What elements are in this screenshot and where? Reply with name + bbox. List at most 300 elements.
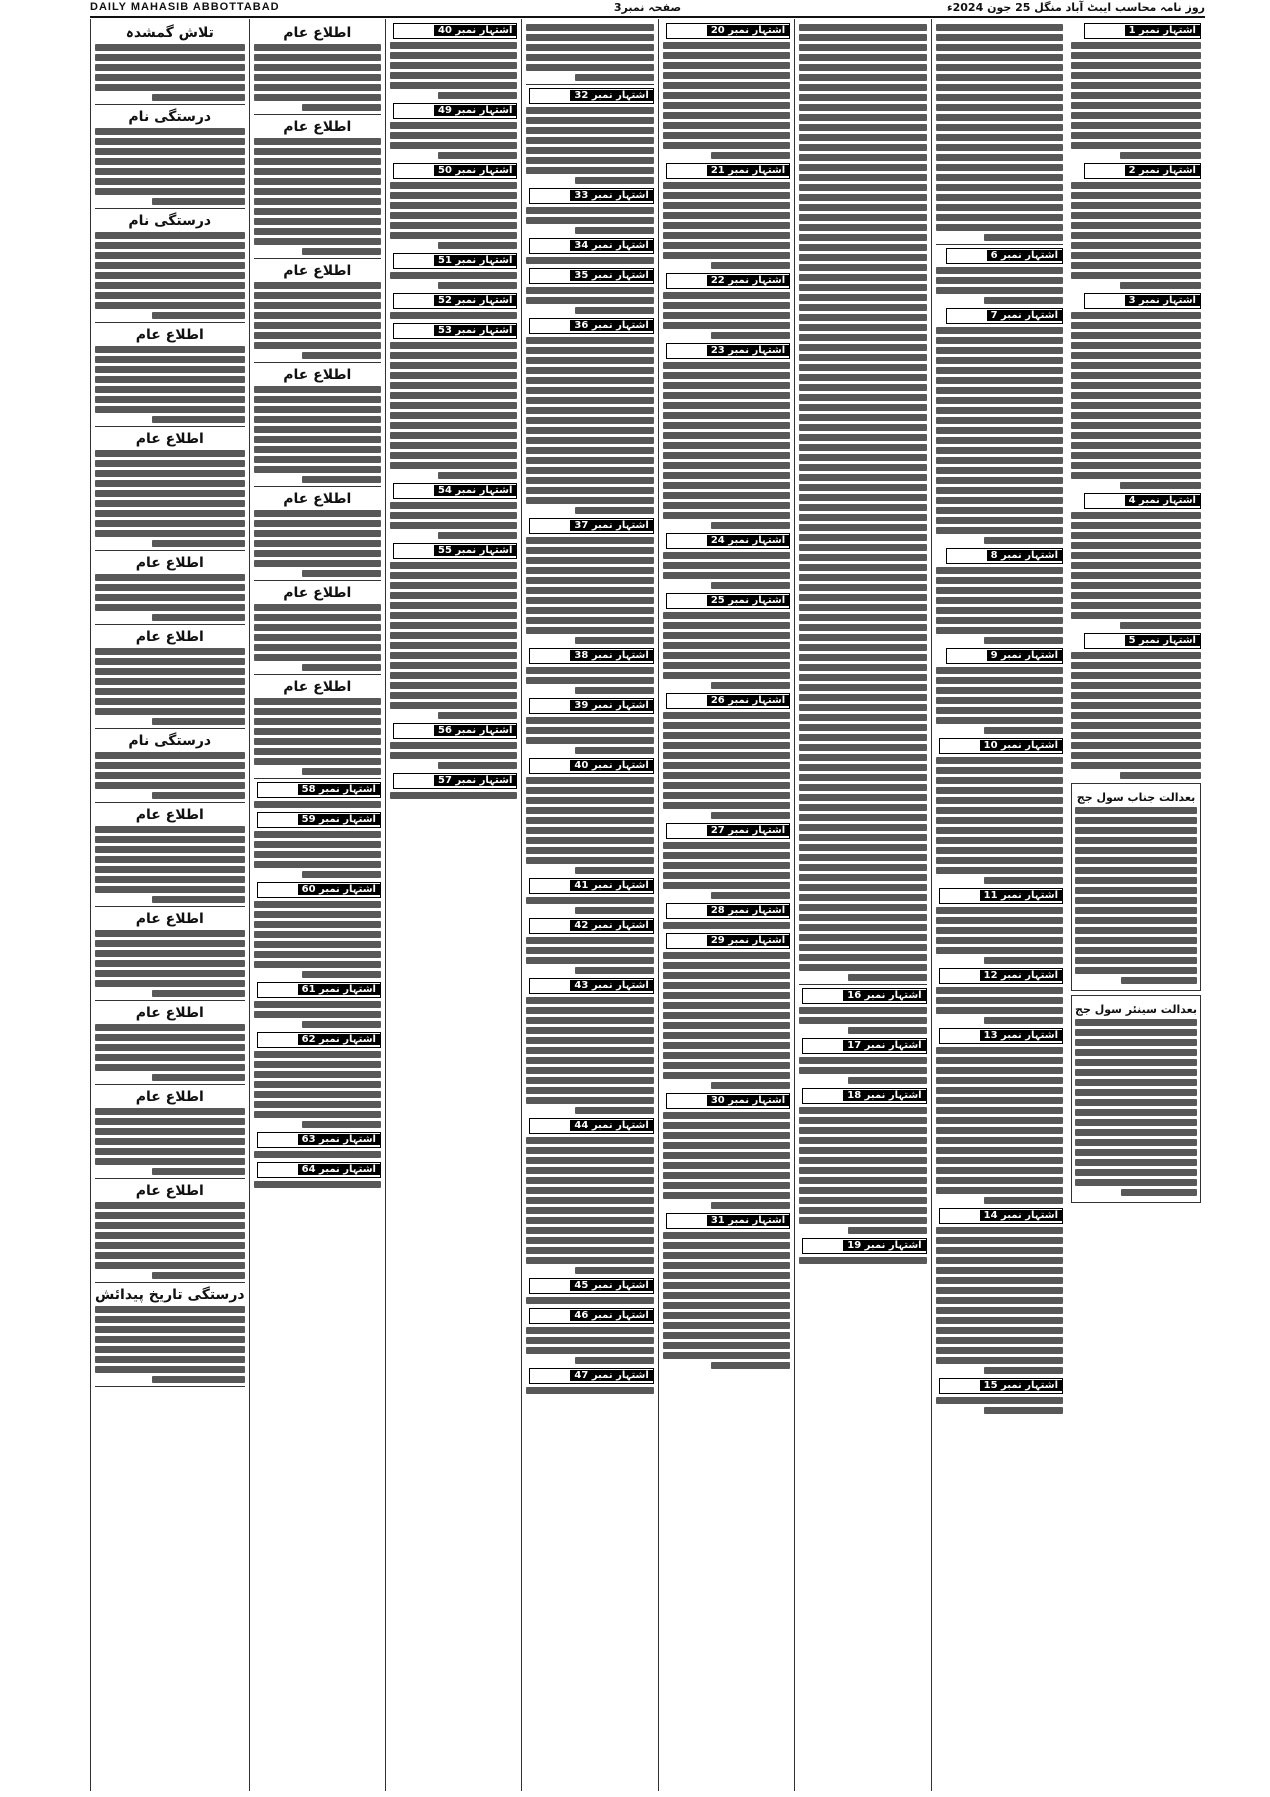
- ad-number: اشتہار نمبر 1: [1125, 25, 1200, 36]
- classified-ad: [526, 88, 653, 184]
- text-lines: [254, 386, 381, 483]
- classified-ad: [663, 343, 790, 529]
- ad-number-label: [666, 823, 790, 839]
- text-lines: [526, 207, 653, 234]
- ad-number-label: [257, 782, 381, 798]
- notice-heading: اطلاع عام: [283, 367, 352, 383]
- classified-ad: [526, 1368, 653, 1394]
- text-lines: [936, 1227, 1063, 1374]
- classified-ad: [254, 982, 381, 1028]
- text-lines: [526, 1387, 653, 1394]
- classified-ad: [390, 293, 517, 319]
- ad-number-label: [939, 738, 1063, 754]
- classified-ad: [663, 593, 790, 689]
- text-lines: [95, 346, 245, 423]
- notice-heading: اطلاع عام: [135, 327, 204, 343]
- column-5: [521, 19, 657, 1791]
- ad-number: اشتہار نمبر 43: [570, 980, 652, 991]
- classified-ad: [526, 698, 653, 754]
- classified-ad: [526, 518, 653, 644]
- divider: [95, 1282, 245, 1283]
- ad-number-label: [666, 23, 790, 39]
- text-lines: [254, 698, 381, 775]
- ad-number: اشتہار نمبر 19: [843, 1240, 925, 1251]
- ad-number-label: [393, 323, 517, 339]
- text-lines: [663, 922, 790, 929]
- ad-number-label: [666, 533, 790, 549]
- notice-heading: اطلاع عام: [135, 1089, 204, 1105]
- ad-number-label: [666, 1213, 790, 1229]
- text-lines: [663, 182, 790, 269]
- notice-heading: اطلاع عام: [135, 1183, 204, 1199]
- ad-number: اشتہار نمبر 49: [434, 105, 516, 116]
- ad-number: اشتہار نمبر 14: [980, 1210, 1062, 1221]
- text-lines: [390, 182, 517, 249]
- ad-number-label: [946, 308, 1063, 324]
- ad-number-label: [802, 988, 926, 1004]
- text-lines: [526, 24, 653, 81]
- ad-number-label: [257, 982, 381, 998]
- text-lines: [526, 257, 653, 264]
- text-lines: [390, 792, 517, 799]
- classified-ad: [526, 878, 653, 914]
- ad-number-label: [666, 903, 790, 919]
- text-lines: [254, 604, 381, 671]
- classified-ad: [663, 1093, 790, 1209]
- ad-number-label: [257, 1132, 381, 1148]
- classified-ad: [526, 188, 653, 234]
- ad-number-label: [393, 293, 517, 309]
- ad-number: اشتہار نمبر 20: [707, 25, 789, 36]
- classified-ad: [390, 163, 517, 249]
- masthead-date: روز نامہ محاسب ایبٹ آباد منگل 25 جون 2024ء: [947, 1, 1205, 14]
- ad-number: اشتہار نمبر 64: [298, 1164, 380, 1175]
- ad-number: اشتہار نمبر 22: [707, 275, 789, 286]
- text-lines: [390, 42, 517, 99]
- classified-ad: [526, 758, 653, 874]
- divider: [95, 1386, 245, 1387]
- text-lines: [254, 801, 381, 808]
- ad-number-label: [529, 1308, 653, 1324]
- classified-ad: [663, 273, 790, 339]
- divider: [95, 624, 245, 625]
- ad-number: اشتہار نمبر 5: [1125, 635, 1200, 646]
- notice-heading: اطلاع عام: [135, 629, 204, 645]
- classified-ad: [936, 248, 1063, 304]
- ad-number: اشتہار نمبر 8: [987, 550, 1062, 561]
- notice-heading: اطلاع عام: [135, 911, 204, 927]
- divider: [526, 84, 653, 85]
- ad-number: اشتہار نمبر 47: [570, 1370, 652, 1381]
- classified-ad: [254, 812, 381, 878]
- classified-ad: [799, 988, 926, 1034]
- text-lines: [799, 1007, 926, 1034]
- classified-ad: [799, 1088, 926, 1234]
- court-heading: بعدالت سینئر سول جج: [1075, 1003, 1197, 1016]
- text-lines: [390, 562, 517, 719]
- classified-ad: [936, 888, 1063, 964]
- ad-number-label: [393, 163, 517, 179]
- ad-number-label: [1084, 493, 1201, 509]
- column-7: [249, 19, 385, 1791]
- ad-number-label: [529, 918, 653, 934]
- ad-number-label: [1084, 23, 1201, 39]
- ad-number-label: [666, 273, 790, 289]
- classified-ad: [663, 933, 790, 1089]
- ad-number: اشتہار نمبر 18: [843, 1090, 925, 1101]
- text-lines: [663, 362, 790, 529]
- ad-number-label: [393, 543, 517, 559]
- divider: [95, 208, 245, 209]
- classified-ad: [390, 23, 517, 99]
- divider: [254, 580, 381, 581]
- classifieds-page: [90, 19, 1205, 1791]
- text-lines: [390, 342, 517, 479]
- classified-ad: [390, 103, 517, 159]
- divider: [95, 1178, 245, 1179]
- ad-number: اشتہار نمبر 31: [707, 1215, 789, 1226]
- column-2: [931, 19, 1067, 1791]
- ad-number: اشتہار نمبر 50: [434, 165, 516, 176]
- ad-number-label: [666, 163, 790, 179]
- notice-heading: درستگی نام: [128, 109, 212, 125]
- ad-number-label: [802, 1038, 926, 1054]
- ad-number-label: [393, 253, 517, 269]
- classified-ad: [526, 978, 653, 1114]
- text-lines: [936, 327, 1063, 544]
- ad-number: اشتہار نمبر 62: [298, 1034, 380, 1045]
- ad-number: اشتہار نمبر 26: [707, 695, 789, 706]
- ad-number: اشتہار نمبر 61: [298, 984, 380, 995]
- text-lines: [526, 997, 653, 1114]
- classified-ad: [390, 483, 517, 539]
- divider: [254, 486, 381, 487]
- ad-number: اشتہار نمبر 58: [298, 784, 380, 795]
- notice-heading: اطلاع عام: [283, 119, 352, 135]
- ad-number: اشتہار نمبر 25: [707, 595, 789, 606]
- divider: [95, 426, 245, 427]
- ad-number-label: [393, 103, 517, 119]
- classified-ad: [390, 253, 517, 289]
- classified-ad: [526, 1308, 653, 1364]
- ad-number-label: [939, 1378, 1063, 1394]
- ad-number-label: [529, 88, 653, 104]
- ad-number: اشتہار نمبر 7: [987, 310, 1062, 321]
- text-lines: [663, 612, 790, 689]
- ad-number: اشتہار نمبر 13: [980, 1030, 1062, 1041]
- classified-ad: [526, 1278, 653, 1304]
- ad-number-label: [393, 483, 517, 499]
- divider: [254, 362, 381, 363]
- ad-number: اشتہار نمبر 30: [707, 1095, 789, 1106]
- classified-ad: [254, 1132, 381, 1158]
- ad-number: اشتہار نمبر 4: [1125, 495, 1200, 506]
- text-lines: [95, 1024, 245, 1081]
- ad-number-label: [666, 693, 790, 709]
- text-lines: [663, 712, 790, 819]
- classified-ad: [526, 648, 653, 694]
- text-lines: [254, 901, 381, 978]
- ad-number-label: [1084, 163, 1201, 179]
- text-lines: [663, 292, 790, 339]
- ad-number-label: [257, 1032, 381, 1048]
- court-notice: [1071, 783, 1201, 991]
- classified-ad: [390, 773, 517, 799]
- classified-ad: [663, 1213, 790, 1369]
- text-lines: [390, 312, 517, 319]
- ad-number: اشتہار نمبر 11: [980, 890, 1062, 901]
- column-3: [794, 19, 930, 1791]
- ad-number-label: [939, 888, 1063, 904]
- ad-number: اشتہار نمبر 21: [707, 165, 789, 176]
- text-lines: [526, 107, 653, 184]
- divider: [95, 1084, 245, 1085]
- text-lines: [254, 282, 381, 359]
- text-lines: [936, 567, 1063, 644]
- text-lines: [1071, 312, 1201, 489]
- ad-number: اشتہار نمبر 27: [707, 825, 789, 836]
- text-lines: [799, 24, 926, 981]
- classified-ad: [663, 163, 790, 269]
- text-lines: [936, 757, 1063, 884]
- ad-number-label: [666, 593, 790, 609]
- ad-number: اشتہار نمبر 57: [434, 775, 516, 786]
- text-lines: [1071, 652, 1201, 779]
- ad-number-label: [529, 878, 653, 894]
- divider: [254, 778, 381, 779]
- divider: [799, 984, 926, 985]
- ad-number-label: [529, 758, 653, 774]
- text-lines: [936, 1047, 1063, 1204]
- text-lines: [390, 122, 517, 159]
- ad-number: اشتہار نمبر 38: [570, 650, 652, 661]
- classified-ad: [936, 1378, 1063, 1414]
- text-lines: [526, 287, 653, 314]
- classified-ad: [799, 1038, 926, 1084]
- text-lines: [390, 272, 517, 289]
- notice-heading: اطلاع عام: [135, 431, 204, 447]
- classified-ad: [390, 323, 517, 479]
- ad-number-label: [666, 1093, 790, 1109]
- text-lines: [936, 987, 1063, 1024]
- text-lines: [95, 450, 245, 547]
- classified-ad: [526, 1118, 653, 1274]
- text-lines: [526, 937, 653, 974]
- ad-number: اشتہار نمبر 10: [980, 740, 1062, 751]
- text-lines: [254, 138, 381, 255]
- divider: [254, 674, 381, 675]
- ad-number-label: [802, 1238, 926, 1254]
- text-lines: [526, 777, 653, 874]
- ad-number-label: [529, 238, 653, 254]
- text-lines: [95, 128, 245, 205]
- ad-number-label: [529, 698, 653, 714]
- text-lines: [936, 907, 1063, 964]
- classified-ad: [526, 238, 653, 264]
- classified-ad: [254, 1162, 381, 1188]
- ad-number-label: [529, 1118, 653, 1134]
- ad-number: اشتہار نمبر 34: [570, 240, 652, 251]
- ad-number: اشتہار نمبر 35: [570, 270, 652, 281]
- ad-number-label: [939, 1028, 1063, 1044]
- text-lines: [663, 842, 790, 899]
- ad-number-label: [529, 318, 653, 334]
- text-lines: [936, 667, 1063, 734]
- ad-number: اشتہار نمبر 56: [434, 725, 516, 736]
- text-lines: [663, 42, 790, 159]
- classified-ad: [936, 308, 1063, 544]
- notice-heading: اطلاع عام: [283, 25, 352, 41]
- text-lines: [526, 1297, 653, 1304]
- ad-number: اشتہار نمبر 29: [707, 935, 789, 946]
- classified-ad: [663, 823, 790, 899]
- ad-number: اشتہار نمبر 2: [1125, 165, 1200, 176]
- column-1: [1067, 19, 1205, 1791]
- text-lines: [95, 44, 245, 101]
- ad-number: اشتہار نمبر 3: [1125, 295, 1200, 306]
- classified-ad: [254, 882, 381, 978]
- divider: [95, 550, 245, 551]
- classified-ad: [663, 903, 790, 929]
- ad-number: اشتہار نمبر 16: [843, 990, 925, 1001]
- classified-ad: [1071, 163, 1201, 289]
- ad-number-label: [666, 933, 790, 949]
- text-lines: [254, 1001, 381, 1028]
- text-lines: [254, 44, 381, 111]
- ad-number: اشتہار نمبر 9: [987, 650, 1062, 661]
- ad-number: اشتہار نمبر 17: [843, 1040, 925, 1051]
- ad-number-label: [1084, 633, 1201, 649]
- notice-heading: درستگی تاریخ پیدائش: [94, 1287, 245, 1303]
- classified-ad: [799, 1238, 926, 1264]
- classified-ad: [936, 1208, 1063, 1374]
- text-lines: [663, 552, 790, 589]
- ad-number-label: [393, 773, 517, 789]
- text-lines: [663, 1232, 790, 1369]
- classified-ad: [526, 918, 653, 974]
- text-lines: [95, 930, 245, 997]
- ad-number: اشتہار نمبر 45: [570, 1280, 652, 1291]
- ad-number-label: [393, 723, 517, 739]
- text-lines: [799, 1107, 926, 1234]
- text-lines: [526, 537, 653, 644]
- classified-ad: [936, 648, 1063, 734]
- text-lines: [526, 1327, 653, 1364]
- ad-number-label: [939, 968, 1063, 984]
- text-lines: [526, 897, 653, 914]
- divider: [936, 244, 1063, 245]
- classified-ad: [936, 968, 1063, 1024]
- ad-number: اشتہار نمبر 46: [570, 1310, 652, 1321]
- ad-number: اشتہار نمبر 53: [434, 325, 516, 336]
- text-lines: [799, 1257, 926, 1264]
- ad-number-label: [802, 1088, 926, 1104]
- ad-number: اشتہار نمبر 33: [570, 190, 652, 201]
- ad-number: اشتہار نمبر 28: [707, 905, 789, 916]
- notice-heading: اطلاع عام: [283, 263, 352, 279]
- text-lines: [936, 267, 1063, 304]
- text-lines: [254, 831, 381, 878]
- classified-ad: [254, 782, 381, 808]
- classified-ad: [526, 268, 653, 314]
- divider: [95, 728, 245, 729]
- text-lines: [1071, 42, 1201, 159]
- text-lines: [95, 574, 245, 621]
- text-lines: [254, 1151, 381, 1158]
- ad-number: اشتہار نمبر 52: [434, 295, 516, 306]
- notice-heading: اطلاع عام: [283, 585, 352, 601]
- divider: [95, 802, 245, 803]
- ad-number: اشتہار نمبر 32: [570, 90, 652, 101]
- text-lines: [95, 1306, 245, 1383]
- ad-number-label: [529, 188, 653, 204]
- ad-number-label: [529, 648, 653, 664]
- ad-number-label: [529, 1278, 653, 1294]
- ad-number: اشتہار نمبر 63: [298, 1134, 380, 1145]
- divider: [95, 906, 245, 907]
- court-heading: بعدالت جناب سول جج: [1076, 791, 1196, 804]
- ad-number-label: [946, 248, 1063, 264]
- ad-number-label: [257, 882, 381, 898]
- text-lines: [95, 648, 245, 725]
- divider: [95, 322, 245, 323]
- ad-number: اشتہار نمبر 42: [570, 920, 652, 931]
- text-lines: [95, 752, 245, 799]
- ad-number-label: [529, 1368, 653, 1384]
- text-lines: [936, 1397, 1063, 1414]
- classified-ad: [936, 738, 1063, 884]
- text-lines: [254, 510, 381, 577]
- divider: [254, 114, 381, 115]
- text-lines: [95, 826, 245, 903]
- ad-number: اشتہار نمبر 59: [298, 814, 380, 825]
- ad-number: اشتہار نمبر 60: [298, 884, 380, 895]
- divider: [254, 258, 381, 259]
- masthead-title: DAILY MAHASIB ABBOTTABAD: [90, 1, 280, 13]
- ad-number-label: [939, 1208, 1063, 1224]
- ad-number-label: [257, 1162, 381, 1178]
- text-lines: [1071, 182, 1201, 289]
- text-lines: [1075, 807, 1197, 984]
- page-number: صفحہ نمبر3: [613, 1, 682, 14]
- ad-number: اشتہار نمبر 39: [570, 700, 652, 711]
- ad-number-label: [1084, 293, 1201, 309]
- column-4: [658, 19, 794, 1791]
- masthead: [90, 0, 1205, 18]
- ad-number: اشتہار نمبر 15: [980, 1380, 1062, 1391]
- notice-heading: اطلاع عام: [135, 555, 204, 571]
- classified-ad: [390, 543, 517, 719]
- ad-number: اشتہار نمبر 40: [570, 760, 652, 771]
- ad-number-label: [257, 812, 381, 828]
- text-lines: [254, 1051, 381, 1128]
- ad-number-label: [529, 518, 653, 534]
- ad-number: اشتہار نمبر 51: [434, 255, 516, 266]
- text-lines: [1071, 512, 1201, 629]
- text-lines: [390, 742, 517, 769]
- divider: [95, 1000, 245, 1001]
- column-8: [90, 19, 249, 1791]
- classified-ad: [1071, 293, 1201, 489]
- classified-ad: [936, 1028, 1063, 1204]
- ad-number: اشتہار نمبر 44: [570, 1120, 652, 1131]
- notice-heading: تلاش گمشدہ: [125, 25, 214, 41]
- notice-heading: اطلاع عام: [283, 491, 352, 507]
- text-lines: [95, 1202, 245, 1279]
- ad-number-label: [946, 648, 1063, 664]
- ad-number-label: [529, 268, 653, 284]
- notice-heading: درستگی نام: [128, 213, 212, 229]
